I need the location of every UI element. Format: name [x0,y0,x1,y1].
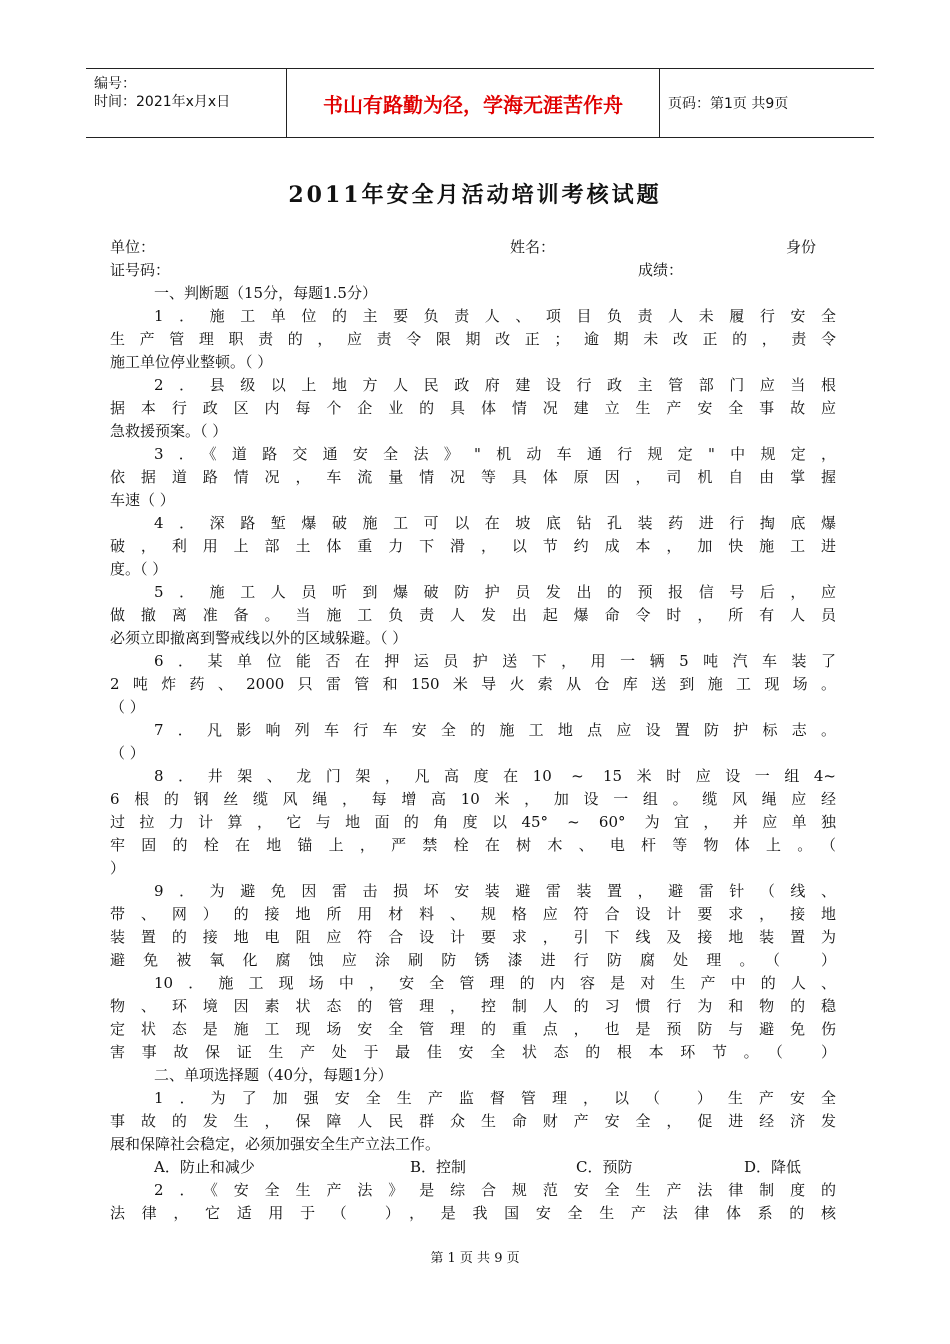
form-score: 成绩： [638,261,684,279]
section1-heading: 一、判断题（15分，每题1.5分） [154,284,377,302]
mc1-line2: 事故的发生，保障人民群众生命财产安全，促进经济发 [110,1112,836,1130]
q5-line1: 5．施工人员听到爆破防护员发出的预报信号后，应 [154,583,836,601]
q9-line4: 避免被氧化腐蚀应涂刷防锈漆进行防腐处理。（ ） [110,951,836,969]
q2-line3: 急救援预案。（ ） [110,422,228,440]
form-id-part2: 证号码： [110,261,171,279]
q1-line3: 施工单位停业整顿。（ ） [110,353,273,371]
q9-line1: 9．为避免因雷击损坏安装避雷装置，避雷针（线、 [154,882,836,900]
q10-line1: 10．施工现场中，安全管理的内容是对生产中的人、 [154,974,836,992]
exam-body [110,236,836,1225]
header-meta [86,69,286,137]
q8-line5: ） [110,859,126,877]
q1-line2: 生产管理职责的，应责令限期改正；逾期未改正的，责令 [110,330,836,348]
document-time-label: 时间：2021年x月x日 [94,94,231,110]
q2-line1: 2．县级以上地方人民政府建设行政主管部门应当根 [154,376,836,394]
q5-line3: 必须立即撤离到警戒线以外的区域躲避。（ ） [110,629,408,647]
q4-line1: 4．深路堑爆破施工可以在坡底钻孔装药进行掏底爆 [154,514,836,532]
q8-line3: 过拉力计算，它与地面的角度以45° ~ 60° 为宜，并应单独 [110,813,836,831]
q7-line1: 7．凡影响列车行车安全的施工地点应设置防护标志。 [154,721,836,739]
q1-line1: 1．施工单位的主要负责人、项目负责人未履行安全 [154,307,836,325]
q10-line3: 定状态是施工现场安全管理的重点，也是预防与避免伤 [110,1020,836,1038]
q8-line1: 8．井架、龙门架，凡高度在10 ~ 15米时应设一组4~ [154,767,836,785]
header-motto-cell [286,69,660,137]
header-motto: 书山有路勤为径，学海无涯苦作舟 [323,92,623,117]
q2-line2: 据本行政区内每个企业的具体情况建立生产安全事故应 [110,399,836,417]
mc2-line1: 2．《安全生产法》是综合规范安全生产法律制度的 [154,1181,836,1199]
q3-line3: 车速（ ） [110,491,175,509]
q6-line1: 6．某单位能否在押运员护送下，用一辆5吨汽车装了 [154,652,836,670]
page-header [86,68,874,138]
q6-line3: （ ） [110,698,145,716]
q9-line2: 带、网）的接地所用材料、规格应符合设计要求，接地 [110,905,836,923]
q10-line2: 物、环境因素状态的管理，控制人的习惯行为和物的稳 [110,997,836,1015]
q3-line1: 3．《道路交通安全法》"机动车通行规定"中规定， [154,445,836,463]
q4-line3: 度。（ ） [110,560,168,578]
page-title: 2011年安全月活动培训考核试题 [288,182,662,208]
document-number-label: 编号： [94,76,136,92]
header-page-info: 页码：第1页 共9页 [668,96,789,112]
q6-line2: 2吨炸药、2000只雷管和150米导火索从仓库送到施工现场。 [110,675,836,693]
mc1-option-c: C．预防 [576,1158,633,1176]
form-unit: 单位： [110,238,156,256]
q8-line2: 6根的钢丝缆风绳，每增高10米，加设一组。缆风绳应经 [110,790,836,808]
form-id-part1: 身份 [786,238,817,256]
section2-heading: 二、单项选择题（40分，每题1分） [154,1066,393,1084]
q3-line2: 依据道路情况，车流量情况等具体原因，司机自由掌握 [110,468,836,486]
mc2-line2: 法律，它适用于（ ），是我国安全生产法律体系的核 [110,1204,836,1222]
q4-line2: 破，利用上部土体重力下滑，以节约成本，加快施工进 [110,537,836,555]
q8-line4: 牢固的栓在地锚上，严禁栓在树木、电杆等物体上。（ [110,836,836,854]
form-line-2 [110,259,836,282]
mc1-line1: 1．为了加强安全生产监督管理，以（ ）生产安全 [154,1089,836,1107]
mc1-option-d: D．降低 [744,1158,802,1176]
page-footer: 第 1 页 共 9 页 [430,1251,520,1266]
mc1-options [110,1156,836,1179]
mc1-option-b: B．控制 [410,1158,467,1176]
form-line-1 [110,236,836,259]
mc1-line3: 展和保障社会稳定，必须加强安全生产立法工作。 [110,1135,441,1153]
mc1-option-a: A．防止和减少 [154,1158,255,1176]
q9-line3: 装置的接地电阻应符合设计要求，引下线及接地装置为 [110,928,836,946]
q10-line4: 害事故保证生产处于最佳安全状态的根本环节。（ ） [110,1043,836,1061]
form-name: 姓名： [510,238,556,256]
q7-line2: （ ） [110,744,145,762]
q5-line2: 做撤离准备。当施工负责人发出起爆命令时，所有人员 [110,606,836,624]
